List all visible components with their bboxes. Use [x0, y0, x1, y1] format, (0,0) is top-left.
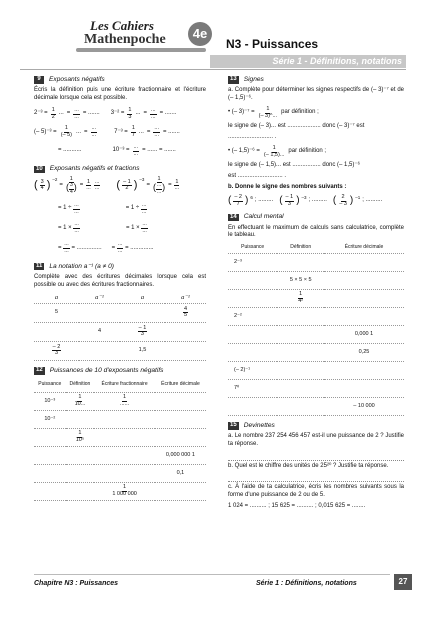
- ex9-line-2: (– 5)⁻³ = $\frac{1}{(- 5)}$ ... = $\frac{...}{...}$ 7⁻³ = $\frac{1}{7}$ ... = $\frac{...}{...}$ = .......: [34, 125, 180, 139]
- footer-chapter: Chapitre N3 : Puissances: [34, 580, 119, 587]
- ex10-line-2: = 1 ÷ $\frac{...}{...}$ = 1 ÷ $\frac{...}{...}$: [58, 201, 147, 215]
- page-number: 27: [394, 574, 412, 590]
- page-title: N3 - Puissances: [226, 37, 319, 51]
- ex10-line-1: ( $\frac{3}{4}$ ) $^{-2}$ = 1 ( $\frac{3}{4}$ ) = $\frac{1}{...}$ $\frac{...}{...}$ ( $\frac{- 1}{2}$ ) $^{-3}$ = 1 ( $\frac{...}{...}$ ) = $\frac{1}{...}$: [34, 175, 180, 195]
- exercise-15: [228, 422, 404, 511]
- exercise-title: Exposants négatifs: [49, 76, 105, 83]
- ex10-line-4: = $\frac{...}{...}$ = ............... = $\frac{...}{...}$ = ..............: [58, 240, 154, 254]
- exercise-title: Devinettes: [243, 421, 275, 429]
- logo-top-text: Les Cahiers: [90, 18, 154, 33]
- ex15-part-a: a. Le nombre 237 254 456 457 est-il une puissance de 2 ? Justifie ta réponse.: [228, 432, 404, 447]
- grade-badge: 4e: [188, 22, 212, 46]
- answer-line[interactable]: [228, 473, 404, 482]
- exercise-title: Calcul mental: [243, 213, 284, 221]
- ex9-line-3: = ........... 10⁻³ = $\frac{...}{...}$ = ...... = .......: [58, 143, 176, 157]
- ex11-table: a a⁻¹ a a⁻¹ 5 $\frac{4}{5}$ 4 $\frac{- 1}{3}$ $\frac{- 2}{3}$ 1,5: [34, 292, 206, 361]
- exercise-number: 9: [34, 76, 44, 84]
- exercise-number: 15: [230, 422, 237, 429]
- series-title: Série 1 - Définitions, notations: [272, 56, 402, 66]
- exercise-10: [34, 165, 206, 254]
- exercise-instructions: Complète avec des écritures décimales lorsque cela est possible ou avec des écritures fractionnaires.: [34, 273, 206, 288]
- exercise-instructions: En effectuant le maximum de calculs sans calculatrice, complète le tableau.: [228, 224, 404, 239]
- series-banner: [210, 55, 406, 68]
- footer-series: Série 1 : Définitions, notations: [256, 580, 357, 587]
- exercise-9: [34, 76, 206, 157]
- exercise-14: [228, 213, 404, 415]
- exercise-number: 12: [36, 367, 43, 374]
- exercise-title: Signes: [243, 76, 264, 83]
- ex13-part-b: b. Donne le signe des nombres suivants :: [228, 184, 347, 191]
- left-column: [34, 76, 206, 501]
- header-divider: [20, 69, 406, 70]
- ex15-c-answers[interactable]: 1 024 = .......... ; 15 625 = .......... ; 0,015 625 = ........: [228, 502, 366, 509]
- exercise-title: La notation a⁻¹ (a ≠ 0): [49, 262, 114, 270]
- table-cell[interactable]: 5: [34, 303, 79, 322]
- exercise-number: 14: [230, 213, 237, 220]
- answer-line[interactable]: [228, 452, 404, 461]
- exercise-title: Exposants négatifs et fractions: [49, 165, 140, 173]
- footer-divider: [34, 574, 390, 575]
- exercise-11: [34, 263, 206, 361]
- ex14-table: Puissance Définition Écriture décimale 2⁻³ 5 × 5 × 5 $\frac{1}{\text{4²}}$ 2⁻² 0,000 1 0,25 (– 2)⁻¹ 7⁰ – 10 000: [228, 243, 404, 416]
- ex13-part-a: a. Complète pour déterminer les signes respectifs de (– 3)⁻⁷ et de (– 1,5)⁻⁶.: [228, 87, 404, 102]
- ex10-line-3: = 1 × $\frac{...}{...}$ = 1 × $\frac{...}{...}$: [58, 221, 147, 235]
- exercise-instructions: Écris la définition puis une écriture fractionnaire et l'écriture décimale lorsque cela est possible.: [34, 87, 206, 102]
- mathenpoche-logo: [36, 18, 206, 56]
- ex15-part-b: b. Quel est le chiffre des unités de 25²⁰ ? Justifie ta réponse.: [228, 462, 389, 469]
- exercise-number: 10: [36, 165, 43, 172]
- ex15-part-c: c. À l'aide de ta calculatrice, écris les nombres suivants sous la forme d'une puissance de 2 ou de 5.: [228, 484, 404, 499]
- logo-bottom-text: Mathenpoche: [84, 32, 166, 47]
- exercise-title: Puissances de 10 d'exposants négatifs: [49, 366, 164, 374]
- right-column: [228, 76, 404, 514]
- logo-swoosh: [76, 48, 206, 52]
- ex12-table: Puissance Définition Écriture fractionnaire Écriture décimale 10⁻³ $\frac{1}{10...}$ $\frac{1}{......}$ 10⁻² $\frac{1}{\text{10⁵}}$ 0,000 000 1 0,1 $\frac{1}{1 000 000}$: [34, 378, 206, 501]
- exercise-13: 13 Signes a. Complète pour déterminer les signes respectifs de (– 3)⁻⁷ et de (– 1,5)⁻⁶. • (– 3)⁻⁷ = $\frac{1}{(- 3)\^{}...}$ par définition ; le signe de (– 3)... est .................... donc (– 3)⁻⁷ est ........................... . • (– 1,5)⁻⁶ = $\frac{1}{(- 1,5)...}$ par définition ; le signe de (– 1,5)... est ................. donc (– 1,5)⁻⁶ est ........................... . b. Donne le signe des nombres suivants : ( $\frac{- 2}{7}$ ) $^6$ ; ......... ( $\frac{- 1}{3}$ ) $^{-3}$ ; ......... ( $\frac{2}{- 3}$ ) $^{-1}$ ; ..........: [228, 76, 404, 207]
- ex9-line-1: 2⁻³ = $\frac{1}{2}$ ... = $\frac{...}{...}$ = ....... 3⁻² = $\frac{1}{3}$ ... = $\frac{...}{...}$ = .......: [34, 106, 177, 120]
- exercise-number: 13: [230, 76, 237, 83]
- ex13-b-items: ( $\frac{- 2}{7}$ ) $^6$ ; ......... ( $\frac{- 1}{3}$ ) $^{-3}$ ; ......... ( $\frac{2}{- 3}$ ) $^{-1}$ ; ..........: [228, 193, 383, 207]
- exercise-number: 11: [36, 262, 43, 269]
- exercise-12: [34, 367, 206, 501]
